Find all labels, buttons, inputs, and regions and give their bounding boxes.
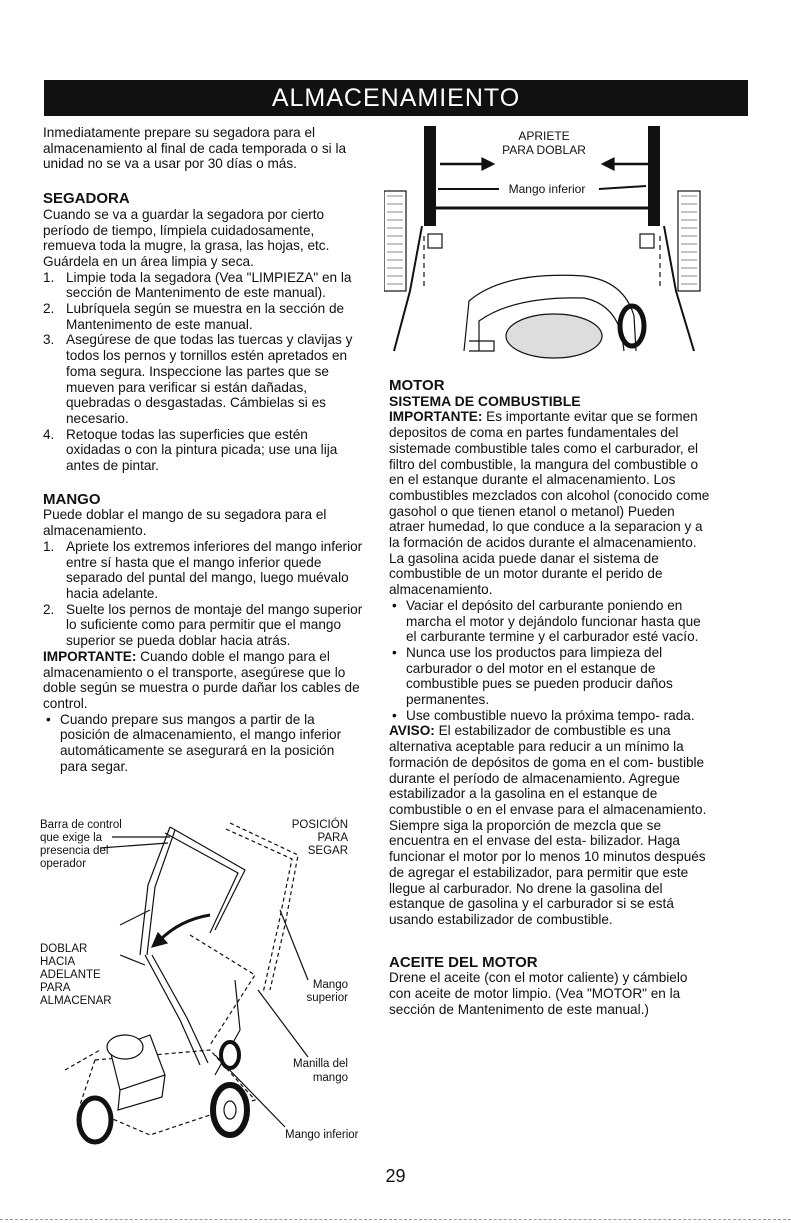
intro-paragraph: Inmediatamente prepare su segadora para el almacenamiento al final de cada temporada o si la unidad no se va a usar por 30 días o más.: [43, 125, 347, 172]
mower-fold-diagram: [40, 815, 375, 1160]
fold-label-2: HACIA: [40, 956, 76, 968]
handle-grip-label-1: Manilla del: [293, 1058, 348, 1070]
handle-grip-label-2: mango: [312, 1072, 348, 1084]
page-edge-rule: [0, 1219, 791, 1220]
mango-text: Puede doblar el mango de su segadora para el almacenamiento.: [43, 507, 327, 539]
list-item: • Use combustible nuevo la próxima tempo- rada.: [389, 708, 711, 724]
fold-label-1: DOBLAR: [40, 943, 88, 955]
upper-handle-label-1: Mango: [312, 979, 348, 991]
upper-handle-label-2: superior: [306, 992, 348, 1004]
segadora-heading: SEGADORA: [43, 190, 130, 208]
mango-important: IMPORTANTE: Cuando doble el mango para el almacenamiento o el transporte, asegúrese que lo doble según se muestra o purde dañar los cables de control.: [43, 648, 360, 711]
engine-oil-text: Drene el aceite (con el motor caliente) y cámbielo con aceite de motor limpio. (Vea "MOTOR" en la sección de Mantenimento de este manual.): [389, 970, 688, 1017]
control-bar-label-1: Barra de control: [40, 819, 122, 831]
motor-heading: MOTOR: [389, 377, 445, 394]
lower-handle-label: Mango inferior: [508, 182, 586, 196]
segadora-steps: [43, 270, 365, 474]
motor-notice: AVISO: El estabilizador de combustible es una alternativa aceptable para reducir a un mínimo la formación de depósitos de goma en el com- bustible durante el período de almacenamiento. Agregue estabilizador a la gasolina en el estanque de combustible o en el envase para el almacenamiento. Siempre siga la proporción de mezcla que se encuentra en el envase del esta- bilizador. Haga funcionar el motor por lo menos 10 minutos después de agregar el estabilizador, para permitir que este llegue al carburador. No drene la gasolina del estanque de gasolina y el carburador si se está usando estabilizador de combustible.: [389, 723, 707, 927]
engine-oil-heading: ACEITE DEL MOTOR: [389, 953, 538, 971]
section-banner: ALMACENAMIENTO: [44, 80, 748, 116]
mango-steps: [43, 539, 365, 649]
fold-label-4: PARA: [40, 982, 71, 994]
squeeze-label-2: PARA DOBLAR: [502, 143, 586, 157]
control-bar-label-3: presencia del: [40, 845, 109, 857]
fold-label-3: ADELANTE: [40, 969, 101, 981]
mowing-position-label-2: PARA: [317, 832, 348, 844]
right-column: [389, 378, 711, 1017]
left-column: [43, 125, 365, 774]
mango-bullets: [43, 712, 365, 775]
lower-handle-label: Mango inferior: [285, 1129, 359, 1141]
control-bar-label-4: operador: [40, 858, 87, 870]
mowing-position-label-3: SEGAR: [307, 845, 348, 857]
motor-bullets: [389, 598, 711, 724]
list-item: 2. Lubríquela según se muestra en la sección de Mantenimento de este manual.: [43, 301, 345, 332]
fuel-system-heading: SISTEMA DE COMBUSTIBLE: [389, 392, 581, 409]
control-bar-label-2: que exige la: [40, 832, 103, 844]
list-item: • Cuando prepare sus mangos a partir de la posición de almacenamiento, el mango inferior automáticamente se asegurará en la posición para segar.: [43, 712, 365, 775]
segadora-text: Cuando se va a guardar la segadora por cierto período de tiempo, límpiela cuidadosamente, remueva toda la mugre, la grasa, las hojas, etc. Guárdela en un área limpia y seca.: [43, 206, 330, 269]
page-number: 29: [385, 1166, 406, 1186]
list-item: 3. Asegúrese de que todas las tuercas y clavijas y todos los pernos y tornillos estén apretados en foma segura. Inspeccione las partes que se mueven para verificar si están dañadas, quebradas o desgastadas. Cámbielas si es necesario.: [43, 332, 353, 426]
list-item: 4. Retoque todas las superficies que estén oxidadas o con la pintura picada; use una lija antes de pintar.: [43, 426, 338, 474]
list-item: 1. Limpie toda la segadora (Vea "LIMPIEZA" en la sección de Mantenimento de este manual).: [43, 269, 352, 301]
mowing-position-label-1: POSICIÓN: [291, 819, 348, 831]
list-item: 2. Suelte los pernos de montaje del mango superior lo suficiente como para permitir que el mango superior se pueda doblar hacia atrás.: [43, 601, 363, 649]
handle-squeeze-diagram: [384, 126, 709, 371]
motor-important: IMPORTANTE: Es importante evitar que se formen depositos de coma en partes fundamentales del sistemade combustible tales como el carburador, el filtro del combustible, la mangura del combustible o en el estanque durante el almacenamiento. Los combustibles mezclados con alcohol (conocido come gasohol o que tienen etanol o metanol) Pueden atraer humedad, lo que conduce a la separacion y a la formación de acidos durante el almacenamiento. La gasolina acida puede danar el sistema de combustible de un motor durante el perido de almacenamiento.: [389, 409, 710, 598]
list-item: 1. Apriete los extremos inferiores del mango inferior entre sí hasta que el mango inferior quede separado del puntal del mango, luego muévalo hacia adelante.: [43, 538, 363, 601]
list-item: • Nunca use los productos para limpieza del carburador o del motor en el estanque de combustible pues se pueden producir daños permanentes.: [389, 645, 711, 708]
fold-label-5: ALMACENAR: [40, 995, 112, 1007]
squeeze-label-1: APRIETE: [518, 129, 570, 143]
list-item: • Vaciar el depósito del carburante poniendo en marcha el motor y dejándolo funcionar hasta que el carburante termine y el carburador esté vacío.: [389, 598, 711, 645]
mango-heading: MANGO: [43, 490, 101, 508]
